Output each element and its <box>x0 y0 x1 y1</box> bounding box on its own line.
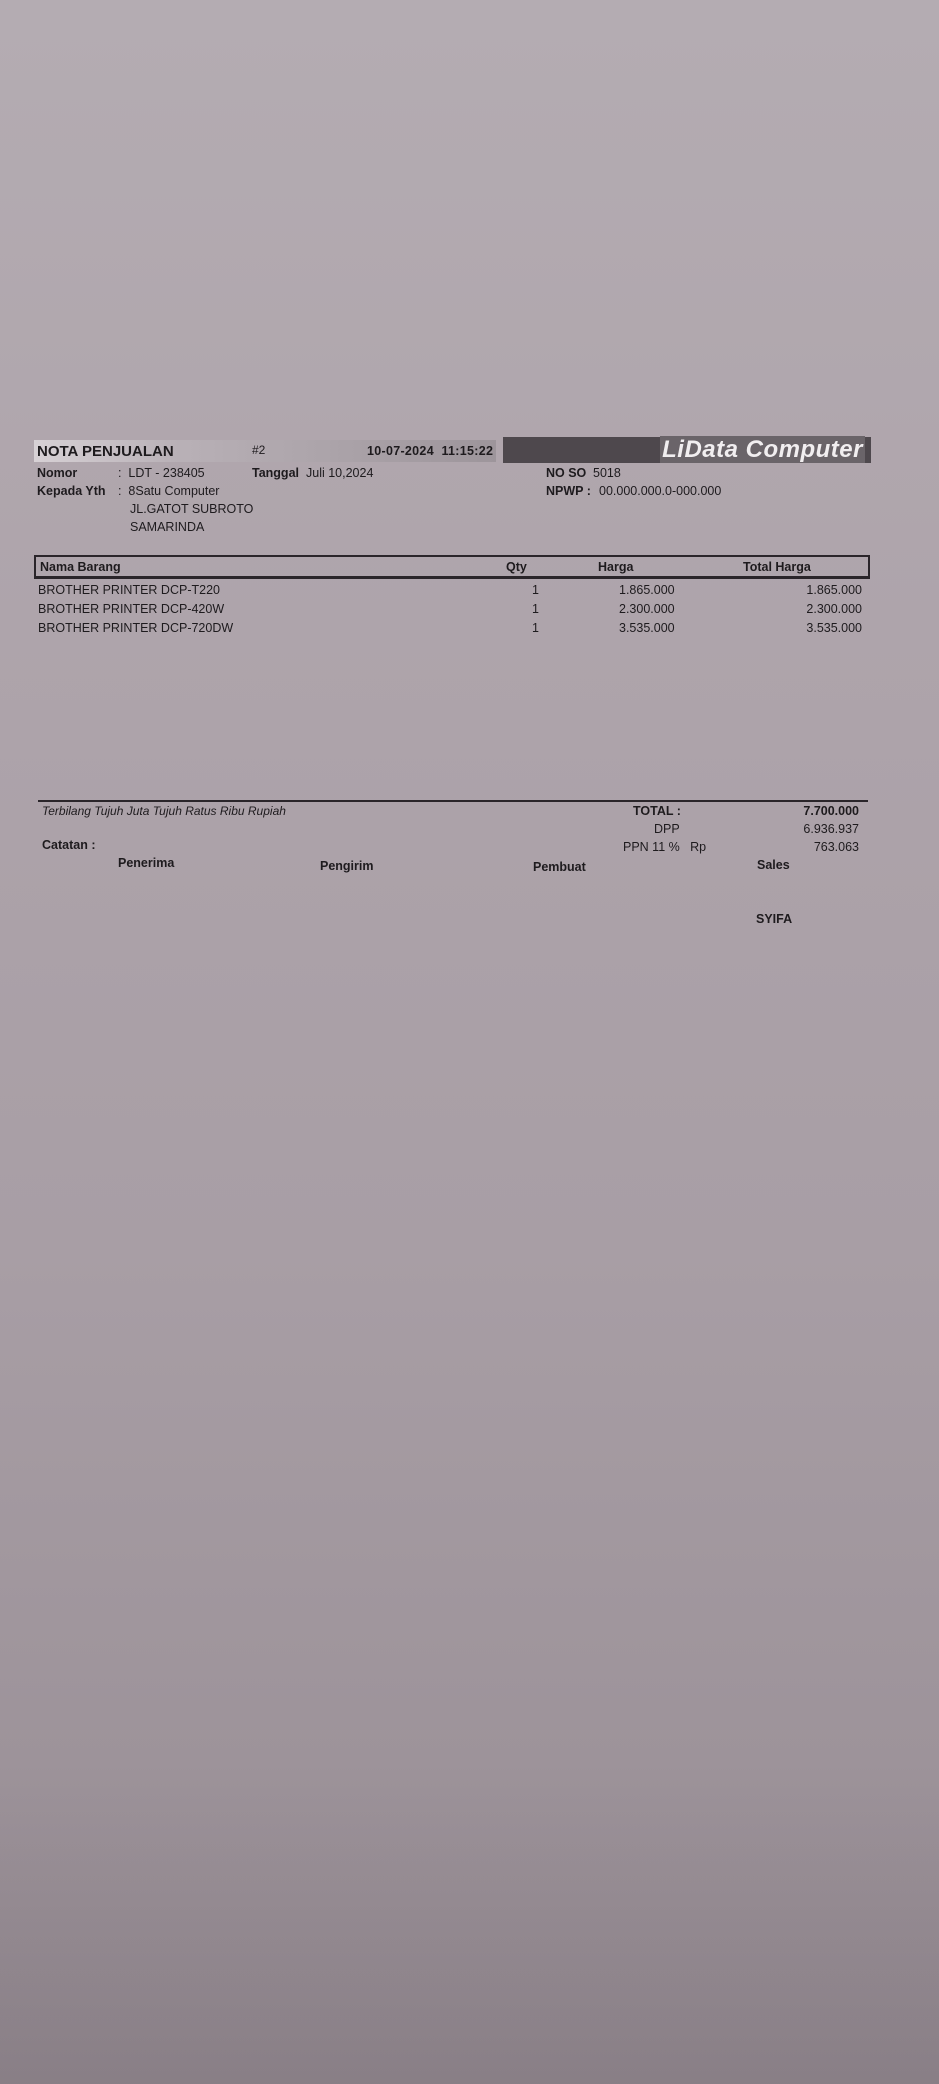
item-qty: 1 <box>532 621 539 635</box>
item-name: BROTHER PRINTER DCP-720DW <box>38 621 234 635</box>
customer-address-street: JL.GATOT SUBROTO <box>130 502 254 516</box>
npwp-label: NPWP : <box>546 484 591 498</box>
company-logo: LiData Computer <box>503 437 871 463</box>
nomor-label: Nomor <box>37 466 78 480</box>
items-table-header <box>34 555 870 579</box>
item-qty: 1 <box>532 583 539 597</box>
noso-label: NO SO <box>546 466 587 480</box>
paper-shadow <box>0 1760 939 2084</box>
dpp-value: 6.936.937 <box>803 822 859 836</box>
sales-person-name: SYIFA <box>756 912 793 926</box>
footer-divider <box>38 800 868 802</box>
document-title: NOTA PENJUALAN <box>37 443 174 460</box>
dpp-label: DPP <box>654 822 680 836</box>
amount-in-words: Terbilang Tujuh Juta Tujuh Ratus Ribu Rupiah <box>42 804 286 818</box>
catatan-label: Catatan : <box>42 838 96 852</box>
column-total-harga: Total Harga <box>743 560 811 574</box>
invoice-sequence: #2 <box>252 443 266 457</box>
item-total: 1.865.000 <box>806 583 862 597</box>
item-total: 2.300.000 <box>806 602 862 616</box>
print-datetime: 10-07-2024 11:15:22 <box>367 444 494 458</box>
item-price: 3.535.000 <box>619 621 675 635</box>
signature-pengirim: Pengirim <box>320 859 374 873</box>
item-price: 2.300.000 <box>619 602 675 616</box>
kepada-label: Kepada Yth <box>37 484 106 498</box>
tanggal-value: Juli 10,2024 <box>306 466 374 480</box>
customer-address-city: SAMARINDA <box>130 520 205 534</box>
item-name: BROTHER PRINTER DCP-T220 <box>38 583 220 597</box>
nomor-value: : LDT - 238405 <box>118 466 205 480</box>
sales-invoice <box>0 0 939 1000</box>
table-row <box>38 621 862 639</box>
column-harga: Harga <box>598 560 634 574</box>
table-row <box>38 602 862 620</box>
tanggal-label: Tanggal <box>252 466 299 480</box>
column-nama-barang: Nama Barang <box>40 560 121 574</box>
ppn-value: 763.063 <box>813 840 859 854</box>
noso-value: 5018 <box>593 466 621 480</box>
customer-name: : 8Satu Computer <box>118 484 220 498</box>
table-row <box>38 583 862 601</box>
signature-pembuat: Pembuat <box>533 860 586 874</box>
ppn-label: PPN 11 % Rp <box>623 840 707 854</box>
item-qty: 1 <box>532 602 539 616</box>
item-total: 3.535.000 <box>806 621 862 635</box>
total-label: TOTAL : <box>633 804 681 818</box>
total-value: 7.700.000 <box>803 804 859 818</box>
signature-sales: Sales <box>757 858 790 872</box>
signature-penerima: Penerima <box>118 856 175 870</box>
item-price: 1.865.000 <box>619 583 675 597</box>
item-name: BROTHER PRINTER DCP-420W <box>38 602 225 616</box>
npwp-value: 00.000.000.0-000.000 <box>599 484 722 498</box>
column-qty: Qty <box>506 560 527 574</box>
